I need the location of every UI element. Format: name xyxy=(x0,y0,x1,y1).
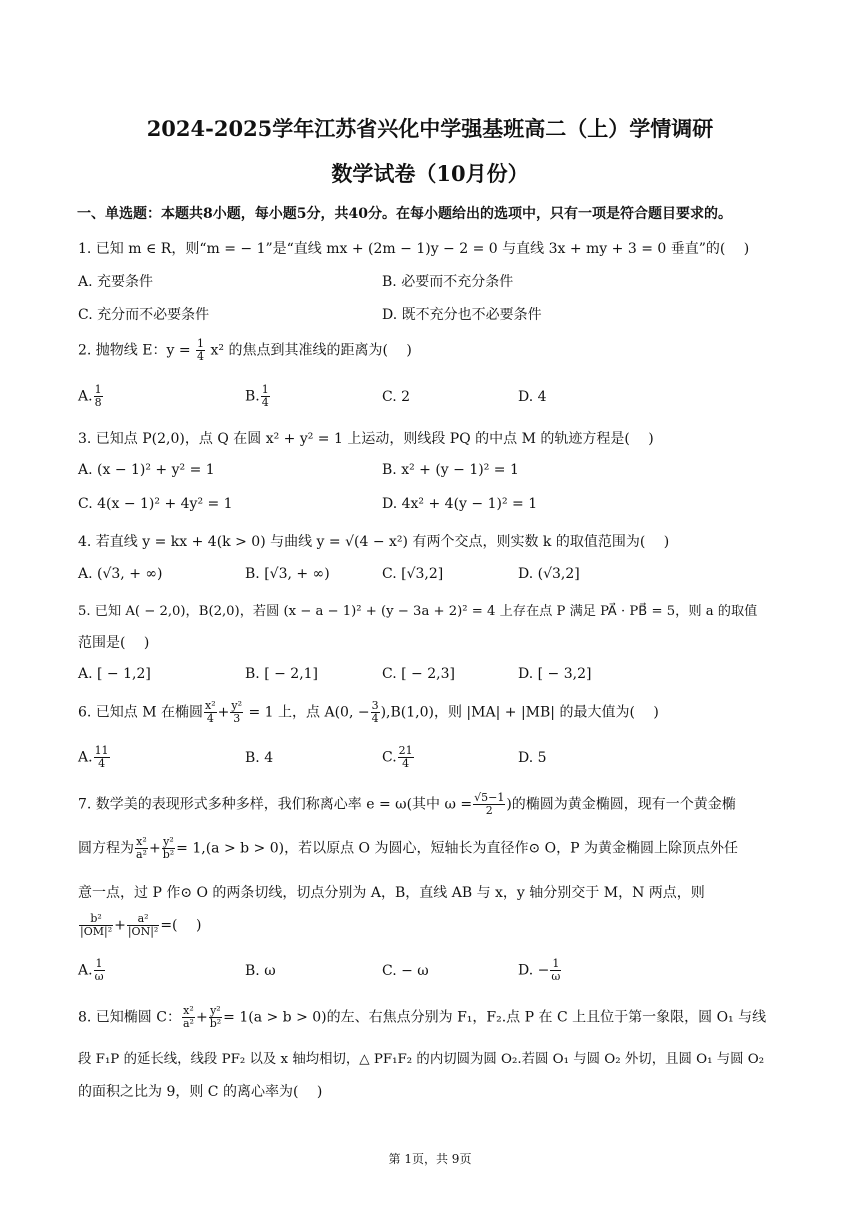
q7-option-c: C. − ω xyxy=(382,963,429,979)
page-footer: 第 1页，共 9页 xyxy=(388,1152,472,1166)
q4-option-b: B. [√3, + ∞) xyxy=(245,566,330,582)
q7-line-2 xyxy=(78,836,738,861)
q6-f1-num: x² xyxy=(205,699,216,712)
q7-d-den: ω xyxy=(551,970,561,983)
q6-c-num: 21 xyxy=(398,744,413,757)
q3-option-c: C. 4(x − 1)² + 4y² = 1 xyxy=(78,496,233,512)
q4-stem: 4. 若直线 y = kx + 4(k > 0) 与曲线 y = √(4 − x²) 有两个交点，则实数 k 的取值范围为( ) xyxy=(78,534,670,550)
q8-f2-den: b² xyxy=(209,1017,222,1030)
q7-l4-f1-den: |OM|² xyxy=(80,925,113,938)
q7-d-num: 1 xyxy=(552,957,560,970)
q2-b-frac xyxy=(261,384,270,409)
q5-stem-line-1: 5. 已知 A( − 2,0)，B(2,0)，若圆 (x − a − 1)² + (y − 3a + 2)² = 4 上存在点 P 满足 PA⃗ · PB⃗ = 5，则 a 的取值 xyxy=(78,604,758,619)
q7-d-frac xyxy=(550,958,561,983)
q2-fraction xyxy=(196,338,205,363)
q6-stem-b: = 1 上，点 A(0, − xyxy=(248,704,370,721)
title-line-2: 数学试卷（10月份） xyxy=(331,161,529,186)
q8-line-1 xyxy=(78,1005,766,1030)
q8-frac-1 xyxy=(182,1005,195,1030)
q1-option-a: A. 充要条件 xyxy=(78,274,154,290)
q7-a-num: 1 xyxy=(95,957,103,970)
q4-option-d: D. (√3,2] xyxy=(518,566,580,582)
q7-l2-plus: + xyxy=(148,840,161,857)
q7-l4-b: =( ) xyxy=(160,917,202,934)
q7-l2-frac-1 xyxy=(135,836,148,861)
q6-f3-num: 3 xyxy=(371,699,379,712)
q1-option-b: B. 必要而不充分条件 xyxy=(382,274,514,290)
q5-option-b: B. [ − 2,1] xyxy=(245,666,319,682)
q8-l1-b: = 1(a > b > 0)的左、右焦点分别为 F₁，F₂.点 P 在 C 上且位于第一象限，圆 O₁ 与线 xyxy=(223,1009,767,1026)
q6-a-num: 11 xyxy=(94,744,109,757)
q6-f2-den: 3 xyxy=(233,712,241,725)
q7-option-b: B. ω xyxy=(245,963,276,979)
q8-plus: + xyxy=(195,1009,208,1026)
q7-option-d xyxy=(518,958,562,983)
q2-stem-post: x² 的焦点到其准线的距离为( ) xyxy=(210,342,412,359)
q8-line-3: 的面积之比为 9，则 C 的离心率为( ) xyxy=(78,1084,323,1100)
q1-stem: 1. 已知 m ∈ R，则“m = − 1”是“直线 mx + (2m − 1)y − 2 = 0 与直线 3x + my + 3 = 0 垂直”的( ) xyxy=(78,241,750,257)
q3-stem: 3. 已知点 P(2,0)，点 Q 在圆 x² + y² = 1 上运动，则线段 PQ 的中点 M 的轨迹方程是( ) xyxy=(78,431,654,447)
q6-f1-den: 4 xyxy=(206,712,214,725)
q7-l4-f2-den: |ON|² xyxy=(127,925,159,938)
q5-option-c: C. [ − 2,3] xyxy=(382,666,455,682)
section-heading: 一、单选题：本题共8小题，每小题5分，共40分。在每小题给出的选项中，只有一项是符合题目要求的。 xyxy=(77,206,732,222)
q7-omega-num: √5−1 xyxy=(474,791,505,804)
q4-option-a: A. (√3, + ∞) xyxy=(78,566,163,582)
q2-a-frac xyxy=(94,384,103,409)
q7-l2-b: = 1,(a > b > 0)，若以原点 O 为圆心，短轴长为直径作⊙ O，P 为黄金椭圆上除顶点外任 xyxy=(176,840,739,857)
q7-l2-f1-den: a² xyxy=(136,848,147,861)
q7-l4-frac-1 xyxy=(79,913,113,938)
q6-stem xyxy=(78,700,659,725)
q6-stem-c: ),B(1,0)，则 |MA| + |MB| 的最大值为( ) xyxy=(380,704,659,721)
q6-stem-a: 6. 已知点 M 在椭圆 xyxy=(78,704,204,721)
q2-a-label: A. xyxy=(78,388,93,405)
q6-c-label: C. xyxy=(382,749,397,766)
q6-option-b: B. 4 xyxy=(245,750,274,766)
q7-line-3: 意一点，过 P 作⊙ O 的两条切线，切点分别为 A，B，直线 AB 与 x，y 轴分别交于 M，N 两点，则 xyxy=(78,885,705,901)
q6-frac-3 xyxy=(371,700,380,725)
q6-c-frac xyxy=(398,745,414,770)
q1-option-c: C. 充分而不必要条件 xyxy=(78,307,210,323)
q7-omega-frac xyxy=(473,792,505,817)
q7-l1-b: )的椭圆为黄金椭圆，现有一个黄金椭 xyxy=(506,796,736,813)
q7-l2-a: 圆方程为 xyxy=(78,840,134,857)
q6-a-label: A. xyxy=(78,749,93,766)
q6-plus: + xyxy=(217,704,230,721)
q6-a-den: 4 xyxy=(98,757,106,770)
q7-option-a xyxy=(78,958,106,983)
q8-line-2: 段 F₁P 的延长线，线段 PF₂ 以及 x 轴均相切，△ PF₁F₂ 的内切圆为圆 O₂.若圆 O₁ 与圆 O₂ 外切，且圆 O₁ 与圆 O₂ xyxy=(78,1052,765,1067)
q3-option-d: D. 4x² + 4(y − 1)² = 1 xyxy=(382,496,538,512)
q7-l2-frac-2 xyxy=(162,836,175,861)
q7-l2-f2-num: y² xyxy=(163,835,174,848)
q7-a-den: ω xyxy=(94,970,104,983)
q2-option-a xyxy=(78,384,104,409)
q8-f1-num: x² xyxy=(183,1004,194,1017)
q2-frac-num: 1 xyxy=(197,337,205,350)
q5-option-d: D. [ − 3,2] xyxy=(518,666,592,682)
q7-d-label: D. − xyxy=(518,962,550,979)
q7-line-4 xyxy=(78,913,201,938)
q8-frac-2 xyxy=(209,1005,222,1030)
q6-option-c xyxy=(382,745,415,770)
q7-line-1 xyxy=(78,792,736,817)
q2-a-num: 1 xyxy=(94,383,102,396)
q2-stem-pre: 2. 抛物线 E：y = xyxy=(78,342,191,359)
q2-a-den: 8 xyxy=(94,396,102,409)
q7-omega-den: 2 xyxy=(485,804,493,817)
q7-l2-f2-den: b² xyxy=(162,848,175,861)
q7-a-frac xyxy=(94,958,105,983)
q7-a-label: A. xyxy=(78,962,93,979)
q6-a-frac xyxy=(94,745,110,770)
q2-frac-den: 4 xyxy=(197,350,205,363)
q8-f2-num: y² xyxy=(210,1004,221,1017)
q6-option-a xyxy=(78,745,111,770)
q8-f1-den: a² xyxy=(182,1017,194,1030)
q1-option-d: D. 既不充分也不必要条件 xyxy=(382,307,542,323)
q7-l4-f2-num: a² xyxy=(127,913,159,926)
q6-option-d: D. 5 xyxy=(518,750,547,766)
q6-f2-num: y² xyxy=(231,699,243,712)
q6-frac-1 xyxy=(204,700,217,725)
q2-b-label: B. xyxy=(245,388,260,405)
q8-l1-a: 8. 已知椭圆 C： xyxy=(78,1009,181,1026)
q5-option-a: A. [ − 1,2] xyxy=(78,666,151,682)
q7-l4-frac-2 xyxy=(127,913,159,938)
q3-option-a: A. (x − 1)² + y² = 1 xyxy=(78,462,215,478)
title-line-1: 2024-2025学年江苏省兴化中学强基班高二（上）学情调研 xyxy=(146,116,714,141)
q2-option-b xyxy=(245,384,271,409)
q2-b-num: 1 xyxy=(261,383,269,396)
q2-b-den: 4 xyxy=(261,396,269,409)
q2-option-d: D. 4 xyxy=(518,389,547,405)
q7-l1-a: 7. 数学美的表现形式多种多样，我们称离心率 e = ω(其中 ω = xyxy=(78,796,473,813)
q3-option-b: B. x² + (y − 1)² = 1 xyxy=(382,462,519,478)
q6-frac-2 xyxy=(230,700,243,725)
q4-option-c: C. [√3,2] xyxy=(382,566,444,582)
q7-l4-f1-num: b² xyxy=(79,913,113,926)
q2-stem xyxy=(78,338,412,363)
q7-l4-plus: + xyxy=(114,917,126,934)
q5-stem-line-2: 范围是( ) xyxy=(78,635,150,651)
q2-option-c: C. 2 xyxy=(382,389,411,405)
q6-f3-den: 4 xyxy=(371,712,379,725)
q6-c-den: 4 xyxy=(402,757,410,770)
q7-l2-f1-num: x² xyxy=(136,835,147,848)
